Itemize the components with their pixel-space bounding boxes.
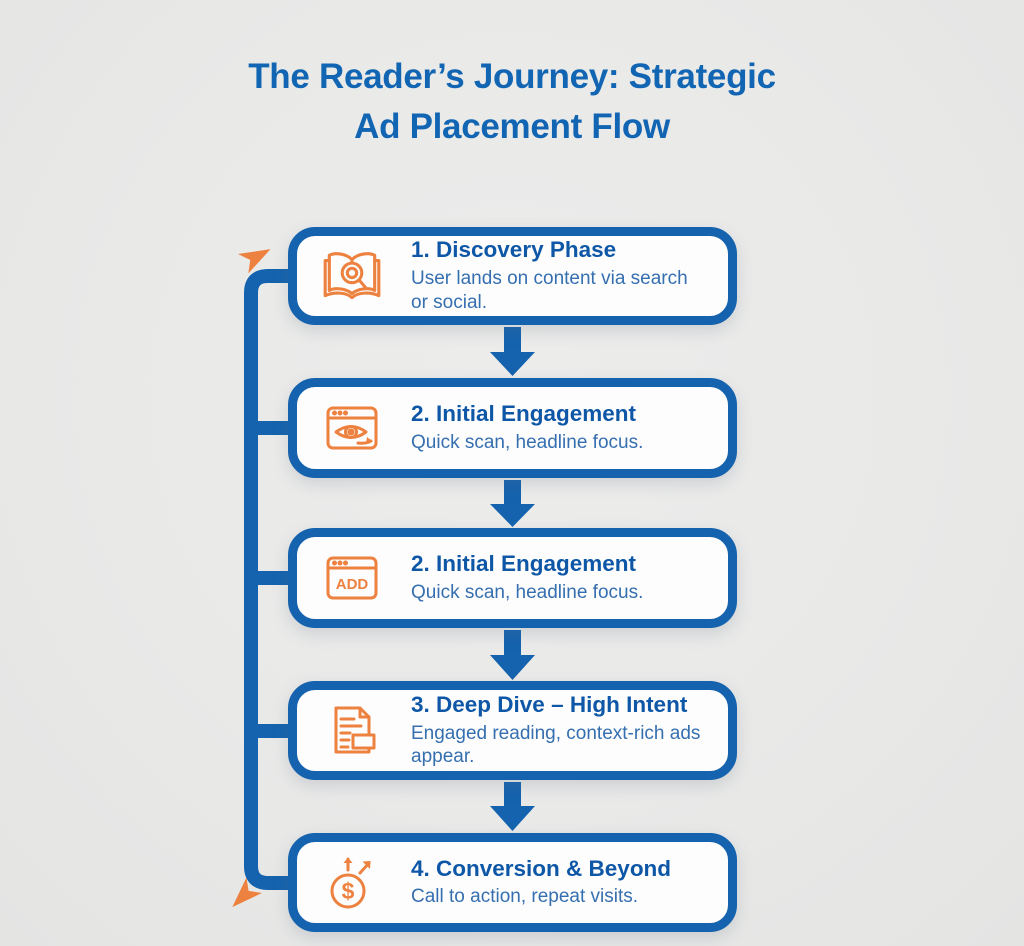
step-description: Quick scan, headline focus. (411, 581, 644, 603)
book-search-icon (319, 243, 385, 309)
down-arrow-3 (490, 630, 535, 680)
step-description: Call to action, repeat visits. (411, 886, 639, 908)
loop-arrowhead-top-icon (238, 239, 276, 273)
page-title (0, 52, 1024, 152)
ad-icon-label: ADD (335, 576, 369, 593)
page-title-line2: Ad Placement Flow (354, 107, 670, 147)
browser-eye-icon (319, 395, 385, 461)
down-arrow-1 (490, 327, 535, 376)
dollar-sign-label: $ (341, 877, 355, 904)
step-title: 2. Initial Engagement (411, 551, 637, 577)
step-card-conversion (288, 833, 737, 932)
down-arrow-4 (490, 782, 535, 831)
step-card-initial-engagement-ad (288, 528, 737, 628)
step-card-discovery (288, 227, 737, 325)
step-title: 3. Deep Dive – High Intent (411, 691, 688, 717)
loop-arrowhead-bottom-icon (225, 877, 262, 914)
step-title: 4. Conversion & Beyond (411, 855, 672, 881)
money-growth-icon (319, 850, 385, 916)
page-title-line1: The Reader’s Journey: Strategic (248, 57, 776, 96)
browser-ad-icon (319, 545, 385, 611)
step-description: Quick scan, headline focus. (411, 431, 644, 453)
step-title: 2. Initial Engagement (411, 401, 637, 427)
step-title: 1. Discovery Phase (411, 237, 617, 263)
down-arrow-2 (490, 480, 535, 527)
step-description: User lands on content via search or social. (411, 268, 688, 313)
step-card-initial-engagement (288, 378, 737, 478)
step-description: Engaged reading, context-rich ads appear. (411, 722, 701, 768)
document-ad-icon (319, 698, 385, 764)
step-card-deep-dive (288, 681, 737, 780)
